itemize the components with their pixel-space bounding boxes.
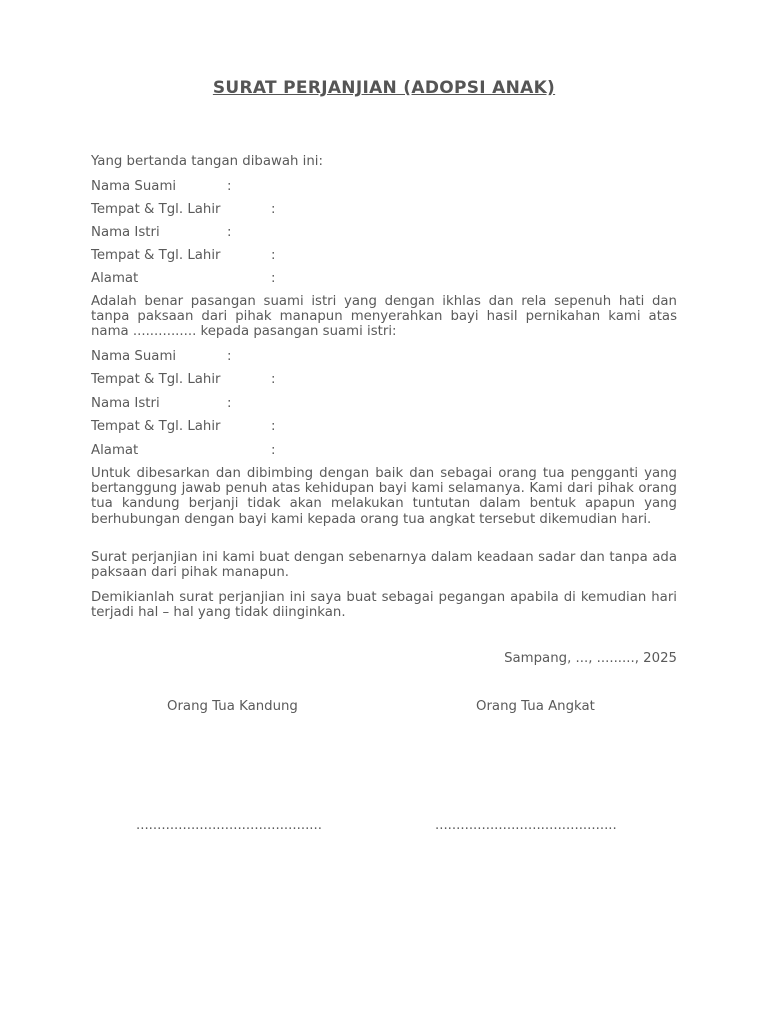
second-wife-birth-label: Tempat & Tgl. Lahir <box>91 419 221 434</box>
second-address-colon: : <box>271 443 276 458</box>
second-husband-birth-label: Tempat & Tgl. Lahir <box>91 372 221 387</box>
document-title: SURAT PERJANJIAN (ADOPSI ANAK) <box>212 78 556 98</box>
second-address-label: Alamat <box>91 443 139 458</box>
first-wife-name-label: Nama Istri <box>91 225 160 240</box>
second-wife-name-label: Nama Istri <box>91 396 160 411</box>
signature-line-adoptive-parents: ........................................... <box>435 818 617 833</box>
intro-text: Yang bertanda tangan dibawah ini: <box>91 154 323 169</box>
second-wife-name-colon: : <box>227 396 232 411</box>
second-wife-birth-colon: : <box>271 419 276 434</box>
first-husband-birth-colon: : <box>271 202 276 217</box>
first-husband-birth-label: Tempat & Tgl. Lahir <box>91 202 221 217</box>
first-address-label: Alamat <box>91 271 139 286</box>
closing-paragraph: Demikianlah surat perjanjian ini saya buat sebagai pegangan apabila di kemudian hari terjadi hal – hal yang tidak diinginkan. <box>91 590 677 621</box>
first-husband-name-colon: : <box>227 179 232 194</box>
signature-label-biological-parents: Orang Tua Kandung <box>167 699 298 714</box>
first-wife-name-colon: : <box>227 225 232 240</box>
second-husband-birth-colon: : <box>271 372 276 387</box>
first-wife-birth-colon: : <box>271 248 276 263</box>
signature-label-adoptive-parents: Orang Tua Angkat <box>476 699 595 714</box>
signature-line-biological-parents: ............................................ <box>136 818 322 833</box>
first-address-colon: : <box>271 271 276 286</box>
place-date: Sampang, ..., ........., 2025 <box>504 651 677 666</box>
purpose-paragraph: Untuk dibesarkan dan dibimbing dengan baik dan sebagai orang tua pengganti yang bertanggung jawab penuh atas kehidupan bayi kami selamanya. Kami dari pihak orang tua kandung berjanji tidak akan melakukan tuntutan dalam bentuk apapun yang berhubungan dengan bayi kami kepada orang tua angkat tersebut dikemudian hari. <box>91 466 677 527</box>
second-husband-name-colon: : <box>227 349 232 364</box>
second-husband-name-label: Nama Suami <box>91 349 177 364</box>
first-wife-birth-label: Tempat & Tgl. Lahir <box>91 248 221 263</box>
declaration-paragraph: Surat perjanjian ini kami buat dengan sebenarnya dalam keadaan sadar dan tanpa ada paksaan dari pihak manapun. <box>91 550 677 581</box>
statement-paragraph: Adalah benar pasangan suami istri yang dengan ikhlas dan rela sepenuh hati dan tanpa paksaan dari pihak manapun menyerahkan bayi hasil pernikahan kami atas nama ............... kepada pasangan suami istri: <box>91 294 677 340</box>
first-husband-name-label: Nama Suami <box>91 179 177 194</box>
